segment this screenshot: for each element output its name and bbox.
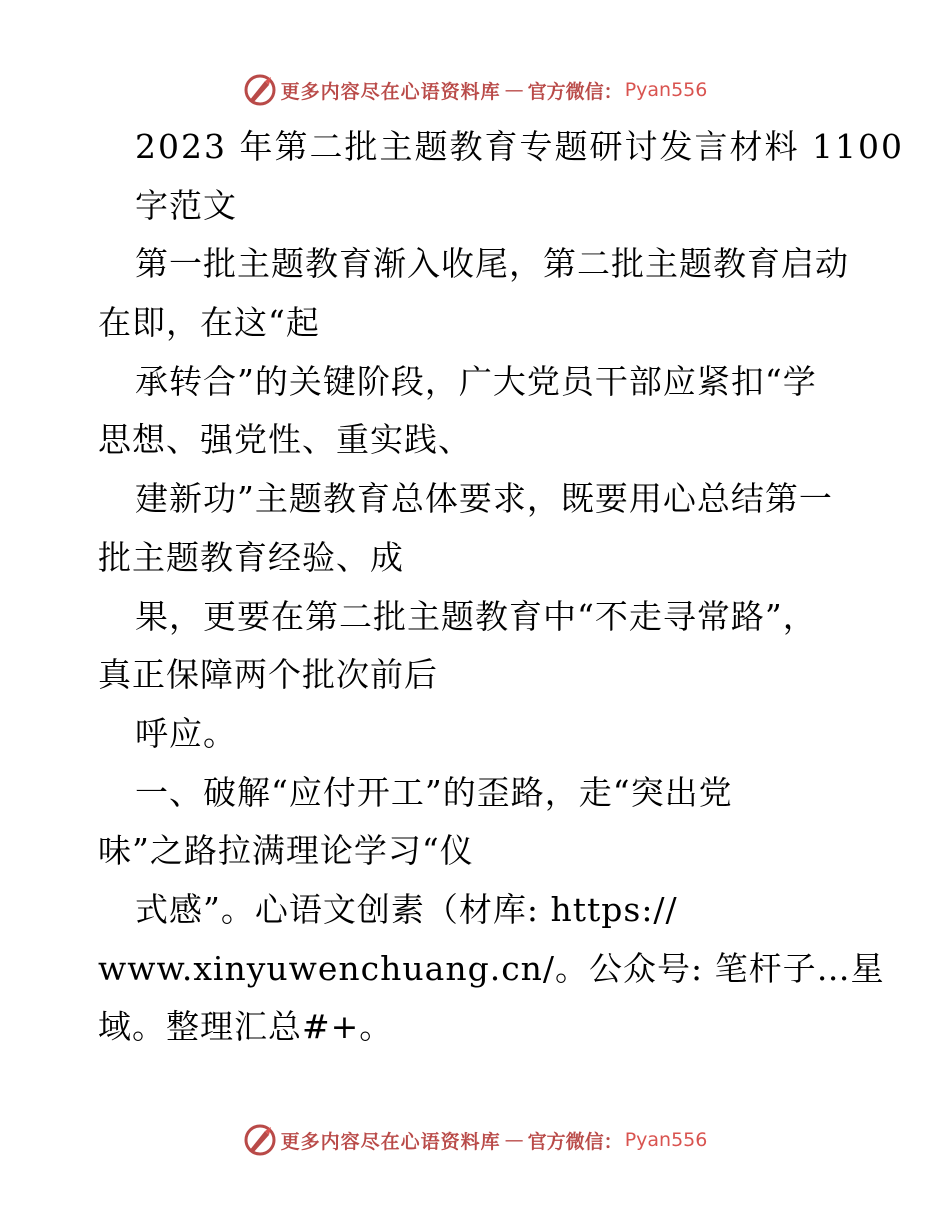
doc-line-8: 批主题教育经验、成 [98, 537, 404, 577]
doc-line-4: 在即，在这“起 [98, 303, 320, 343]
doc-line-14: 式感”。心语文创素（材库: https:// [135, 889, 678, 929]
doc-line-11: 呼应。 [135, 713, 237, 753]
footer-banner [0, 1120, 950, 1160]
doc-line-2: 字范文 [135, 185, 237, 225]
doc-line-16: 域。整理汇总#+。 [98, 1007, 394, 1047]
doc-line-7: 建新功”主题教育总体要求，既要用心总结第一 [135, 479, 833, 519]
banner-separator: — [504, 1129, 524, 1151]
doc-line-5: 承转合”的关键阶段，广大党员干部应紧扣“学 [135, 361, 817, 401]
banner-separator: — [504, 79, 524, 101]
banner-text: 更多内容尽在心语资料库 [280, 80, 501, 103]
doc-line-13: 味”之路拉满理论学习“仪 [98, 831, 474, 871]
doc-line-9: 果，更要在第二批主题教育中“不走寻常路”， [135, 596, 817, 636]
doc-line-10: 真正保障两个批次前后 [98, 655, 438, 695]
doc-line-6: 思想、强党性、重实践、 [98, 420, 472, 460]
doc-line-12: 一、破解“应付开工”的歪路，走“突出党 [135, 772, 733, 812]
doc-line-1: 2023 年第二批主题教育专题研讨发言材料 1100 [135, 127, 904, 166]
doc-line-3: 第一批主题教育渐入收尾，第二批主题教育启动 [135, 244, 849, 284]
quill-logo-icon [243, 73, 277, 107]
banner-wechat-label: 官方微信： [527, 1130, 623, 1153]
banner-wechat-id: Pyan556 [624, 79, 708, 101]
banner-text: 更多内容尽在心语资料库 [280, 1130, 501, 1153]
quill-logo-icon [243, 1123, 277, 1157]
document-body [98, 118, 904, 1057]
banner-wechat-id: Pyan556 [624, 1129, 708, 1151]
header-banner [0, 70, 950, 110]
banner-wechat-label: 官方微信： [527, 80, 623, 103]
doc-line-15: www.xinyuwenchuang.cn/。公众号: 笔杆子…星 [98, 948, 885, 988]
